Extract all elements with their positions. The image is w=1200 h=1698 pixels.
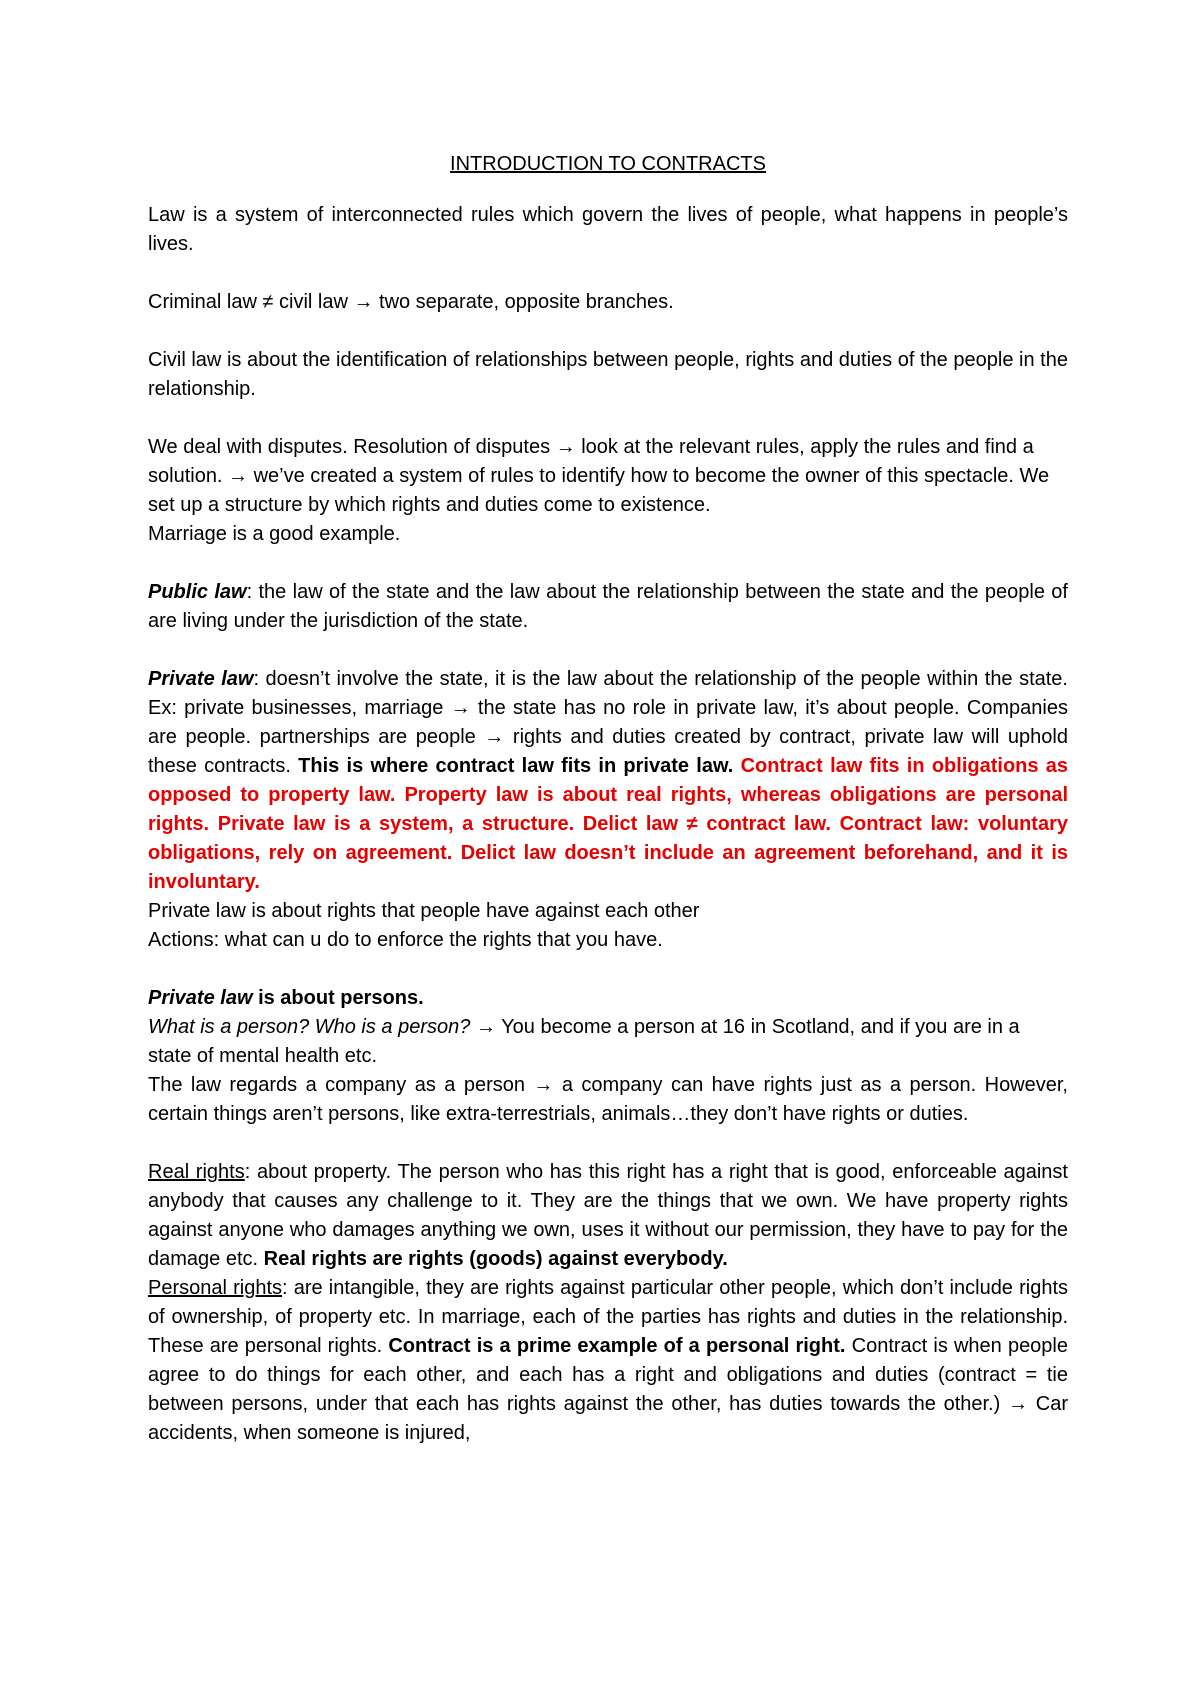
- persons-bold-text: is about persons.: [252, 987, 424, 1009]
- real-rights-bold-text: Real rights are rights (goods) against everybody.: [263, 1248, 728, 1270]
- paragraph-company-person: The law regards a company as a person → a company can have rights just as a person. However, certain things aren’t persons, like extra-terrestrials, animals…they don’t have rights or duties.: [148, 1074, 1068, 1125]
- paragraph-what-is-person: [148, 1013, 1068, 1071]
- page-title: INTRODUCTION TO CONTRACTS: [450, 153, 766, 175]
- private-law-red-text: Contract law fits in obligations as opposed to property law. Property law is about real rights, whereas obligations are personal rights. Private law is a system, a structure. Delict law ≠ contract law. Contract law: voluntary obligations, rely on agreement. Delict law doesn’t include an agreement beforehand, and it is involuntary.: [148, 755, 1068, 893]
- personal-rights-text: : are intangible, they are rights against particular other people, which don’t include rights of ownership, of property etc. In marriage, each of the parties has rights and duties in the relationship. These are personal rights.: [148, 1277, 1068, 1357]
- term-private-law-persons: Private law: [148, 987, 253, 1009]
- term-real-rights: Real rights: [148, 1161, 245, 1183]
- public-law-text: : the law of the state and the law about the relationship between the state and the people of are living under the jurisdiction of the state.: [148, 581, 1068, 632]
- paragraph-marriage-example: Marriage is a good example.: [148, 523, 401, 545]
- paragraph-civil-law: Civil law is about the identification of relationships between people, rights and duties of the people in the relationship.: [148, 349, 1068, 400]
- term-personal-rights: Personal rights: [148, 1277, 282, 1299]
- paragraph-real-rights: [148, 1158, 1068, 1274]
- private-law-text: : doesn’t involve the state, it is the law about the relationship of the people within the state. Ex: private businesses, marriage → the state has no role in private law, it’s about people. Companies are people. partnerships are people → rights and duties created by contract, private law will uphold these contracts.: [148, 668, 1068, 777]
- paragraph-criminal-civil: Criminal law ≠ civil law → two separate, opposite branches.: [148, 291, 674, 313]
- persons-question: What is a person? Who is a person?: [148, 1016, 471, 1038]
- personal-rights-rest: Contract is when people agree to do things for each other, and each has a right and obligations and duties (contract = tie between persons, under that each has rights against the other, has duties towards the other.) → Car accidents, when someone is injured,: [148, 1335, 1068, 1444]
- real-rights-text: : about property. The person who has this right has a right that is good, enforceable against anybody that causes any challenge to it. They are the things that we own. We have property rights against anyone who damages anything we own, uses it without our permission, they have to pay for the damage etc.: [148, 1161, 1068, 1270]
- paragraph-disputes: We deal with disputes. Resolution of disputes → look at the relevant rules, apply the rules and find a solution. → we’ve created a system of rules to identify how to become the owner of this spectacle. We set up a structure by which rights and duties come to existence.: [148, 436, 1050, 516]
- personal-rights-bold-text: Contract is a prime example of a personal right.: [388, 1335, 846, 1357]
- paragraph-public-law: [148, 578, 1068, 636]
- paragraph-private-law: [148, 665, 1068, 897]
- paragraph-law-definition: Law is a system of interconnected rules which govern the lives of people, what happens in people’s lives.: [148, 204, 1068, 255]
- paragraph-persons-heading: [148, 984, 1068, 1013]
- persons-answer: → You become a person at 16 in Scotland, and if you are in a state of mental health etc.: [148, 1016, 1020, 1067]
- term-private-law: Private law: [148, 668, 254, 690]
- paragraph-actions: Actions: what can u do to enforce the rights that you have.: [148, 929, 663, 951]
- document-body: [148, 150, 1068, 1448]
- private-law-bold-text: This is where contract law fits in private law.: [298, 755, 734, 777]
- paragraph-private-rights: Private law is about rights that people have against each other: [148, 900, 700, 922]
- paragraph-personal-rights: [148, 1274, 1068, 1448]
- term-public-law: Public law: [148, 581, 247, 603]
